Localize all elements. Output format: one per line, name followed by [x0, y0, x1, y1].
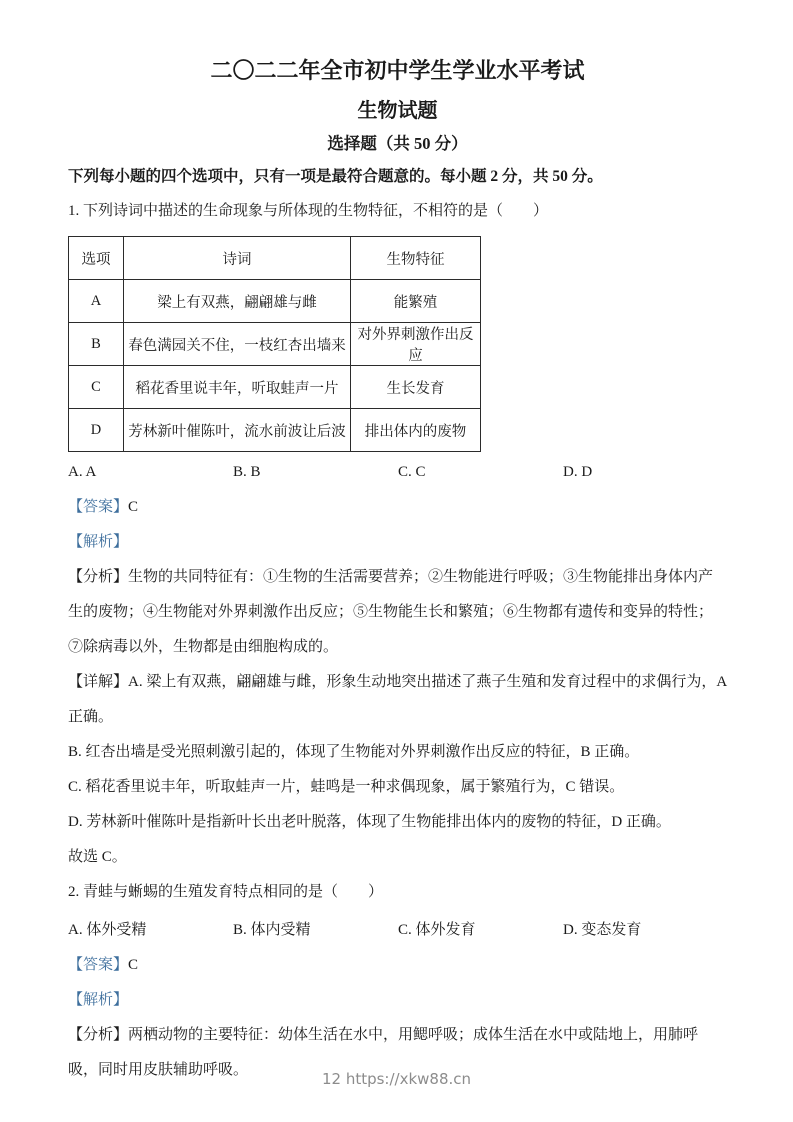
- instructions: 下列每小题的四个选项中，只有一项是最符合题意的。每小题 2 分，共 50 分。: [68, 168, 603, 185]
- table-header-option: 选项: [69, 237, 124, 280]
- table-row: [69, 409, 481, 452]
- detail-label: 【详解】: [68, 674, 129, 690]
- table-row: [69, 323, 481, 366]
- q1-detail-a-text: A. 梁上有双燕，翩翩雄与雌，形象生动地突出描述了燕子生殖和发育过程中的求偶行为，A 正确。: [68, 674, 727, 725]
- q2-options-row: [68, 913, 727, 948]
- q2-explain-line: [68, 983, 727, 1018]
- analysis-label: 【分析】: [68, 569, 129, 585]
- table-cell-feature: 生长发育: [351, 366, 481, 409]
- table-cell-option: B: [69, 323, 124, 366]
- q1-option-c: C. C: [398, 464, 426, 480]
- table-cell-poem: 梁上有双燕，翩翩雄与雌: [124, 280, 351, 323]
- q1-detail-c: C. 稻花香里说丰年，听取蛙声一片，蛙鸣是一种求偶现象，属于繁殖行为，C 错误。: [68, 779, 625, 795]
- answer-label: 【答案】: [68, 499, 129, 515]
- q1-analysis: [68, 560, 727, 665]
- q1-answer-value: C: [128, 499, 139, 515]
- q2-answer-line: [68, 948, 727, 983]
- table-cell-poem: 稻花香里说丰年，听取蛙声一片: [124, 366, 351, 409]
- q2-stem: 2. 青蛙与蜥蜴的生殖发育特点相同的是（ ）: [68, 884, 384, 900]
- q1-option-a: A. A: [68, 464, 97, 480]
- q1-detail-b: B. 红杏出墙是受光照刺激引起的，体现了生物能对外界刺激作出反应的特征，B 正确。: [68, 744, 640, 760]
- q1-option-d: D. D: [563, 464, 593, 480]
- q1-explain-line: [68, 525, 727, 560]
- q1-detail-d: D. 芳林新叶催陈叶是指新叶长出老叶脱落，体现了生物能排出体内的废物的特征，D 正确。: [68, 814, 671, 830]
- table-header-poem: 诗词: [124, 237, 351, 280]
- table-cell-poem: 芳林新叶催陈叶，流水前波让后波: [124, 409, 351, 452]
- table-header-row: [69, 237, 481, 280]
- q1-stem: 1. 下列诗词中描述的生命现象与所体现的生物特征，不相符的是（ ）: [68, 203, 549, 219]
- q1-detail-a: [68, 665, 727, 735]
- answer-label: 【答案】: [68, 957, 129, 973]
- explain-label: 【解析】: [68, 992, 129, 1008]
- q1-table: [68, 236, 481, 452]
- q1-option-b: B. B: [233, 464, 261, 480]
- explain-label: 【解析】: [68, 534, 129, 550]
- table-cell-feature: 能繁殖: [351, 280, 481, 323]
- table-row: [69, 366, 481, 409]
- table-row: [69, 280, 481, 323]
- exam-subtitle: 生物试题: [357, 100, 438, 122]
- table-header-feature: 生物特征: [351, 237, 481, 280]
- q1-conclusion: 故选 C。: [68, 849, 127, 865]
- table-cell-option: A: [69, 280, 124, 323]
- q2-option-d: D. 变态发育: [563, 922, 642, 938]
- q2-option-b: B. 体内受精: [233, 922, 311, 938]
- section-heading: 选择题（共 50 分）: [327, 134, 468, 153]
- q2-analysis-text: 两栖动物的主要特征：幼体生活在水中，用鳃呼吸；成体生活在水中或陆地上，用肺呼吸，同时用皮肤辅助呼吸。: [68, 1027, 699, 1078]
- q1-answer-line: [68, 490, 727, 525]
- table-cell-option: D: [69, 409, 124, 452]
- table-cell-option: C: [69, 366, 124, 409]
- table-cell-poem: 春色满园关不住，一枝红杏出墙来: [124, 323, 351, 366]
- q1-analysis-text: 生物的共同特征有：①生物的生活需要营养；②生物能进行呼吸；③生物能排出身体内产生的废物；④生物能对外界刺激作出反应；⑤生物能生长和繁殖；⑥生物都有遗传和变异的特性；⑦除病毒以外，生物都是由细胞构成的。: [68, 569, 714, 655]
- table-cell-feature: 排出体内的废物: [351, 409, 481, 452]
- table-cell-feature: 对外界刺激作出反应: [351, 323, 481, 366]
- q2-answer-value: C: [128, 957, 139, 973]
- page-footer: 12 https://xkw88.cn: [321, 1070, 472, 1088]
- q1-options-row: [68, 455, 727, 490]
- analysis-label: 【分析】: [68, 1027, 129, 1043]
- q2-option-a: A. 体外受精: [68, 922, 147, 938]
- q2-option-c: C. 体外发育: [398, 922, 476, 938]
- exam-title: 二〇二二年全市初中学生学业水平考试: [210, 58, 585, 83]
